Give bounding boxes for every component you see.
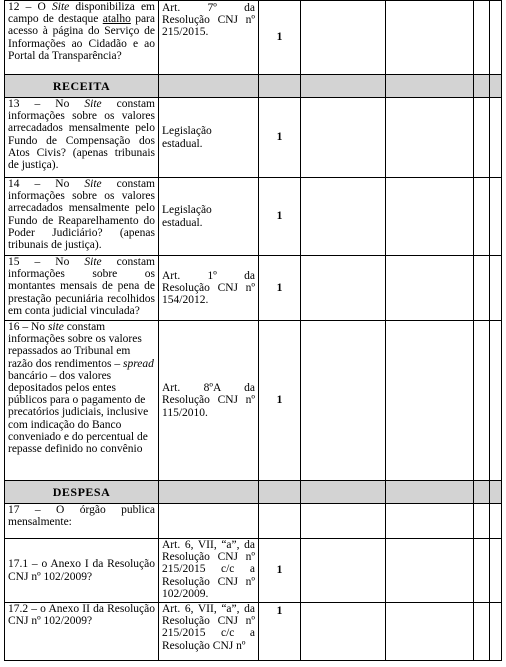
- empty-cell: [301, 178, 386, 256]
- legislation-cell: Art. 6, VII, “a”, da Resolução CNJ nº 215/2015 c/c a Resolução CNJ nº: [159, 603, 259, 661]
- empty-cell: [301, 539, 386, 603]
- section-title: DESPESA: [5, 481, 159, 504]
- table-row: [5, 256, 502, 321]
- legislation-cell: Legislação estadual.: [159, 178, 259, 256]
- table-row: [5, 98, 502, 178]
- empty-cell: [386, 75, 474, 98]
- empty-cell: [301, 481, 386, 504]
- empty-cell: [490, 75, 502, 98]
- empty-cell: [490, 1, 502, 75]
- question-cell: 16 – No site constam informações sobre os valores repassados ao Tribunal em razão dos rendimentos – spread bancário – dos valores depositados pelos entes públicos para o pagamento de precatórios judiciais, inclusive com indicação do Banco conveniado e do percentual de repasse definido no convênio: [5, 321, 159, 481]
- question-cell: 17.1 – o Anexo I da Resolução CNJ nº 102/2009?: [5, 539, 159, 603]
- empty-cell: [474, 539, 490, 603]
- question-cell: 15 – No Site constam informações sobre os montantes mensais de pena de prestação pecuniária recolhidos em conta judicial vinculada?: [5, 256, 159, 321]
- empty-cell: [490, 481, 502, 504]
- points-cell: 1: [259, 178, 301, 256]
- empty-cell: [490, 256, 502, 321]
- section-title: RECEITA: [5, 75, 159, 98]
- points-cell: 1: [259, 539, 301, 603]
- legislation-cell: Legislação estadual.: [159, 98, 259, 178]
- empty-cell: [474, 603, 490, 661]
- section-header-despesa: [5, 481, 502, 504]
- empty-cell: [474, 481, 490, 504]
- empty-cell: [301, 1, 386, 75]
- legislation-cell: Art. 6, VII, “a”, da Resolução CNJ nº 215/2015 c/c a Resolução CNJ nº 102/2009.: [159, 539, 259, 603]
- empty-cell: [386, 603, 474, 661]
- question-cell: 17 – O órgão publica mensalmente:: [5, 504, 159, 539]
- empty-cell: [474, 178, 490, 256]
- empty-cell: [386, 539, 474, 603]
- empty-cell: [301, 75, 386, 98]
- legislation-cell: Art. 8ºA da Resolução CNJ nº 115/2010.: [159, 321, 259, 481]
- table-row: [5, 539, 502, 603]
- empty-cell: [490, 603, 502, 661]
- table-row: [5, 504, 502, 539]
- empty-cell: [386, 98, 474, 178]
- empty-cell: [159, 481, 259, 504]
- empty-cell: [474, 321, 490, 481]
- empty-cell: [301, 504, 386, 539]
- question-cell: 17.2 – o Anexo II da Resolução CNJ nº 102/2009?: [5, 603, 159, 661]
- empty-cell: [490, 504, 502, 539]
- empty-cell: [301, 98, 386, 178]
- table-row: [5, 1, 502, 75]
- empty-cell: [490, 539, 502, 603]
- empty-cell: [159, 75, 259, 98]
- question-cell: 13 – No Site constam informações sobre os valores arrecadados mensalmente pelo Fundo de Compensação dos Atos Civis? (apenas tribunais de justiça).: [5, 98, 159, 178]
- legislation-cell: Art. 1º da Resolução CNJ nº 154/2012.: [159, 256, 259, 321]
- empty-cell: [259, 481, 301, 504]
- points-cell: 1: [259, 321, 301, 481]
- empty-cell: [490, 98, 502, 178]
- points-cell: 1: [259, 98, 301, 178]
- empty-cell: [490, 321, 502, 481]
- empty-cell: [259, 504, 301, 539]
- points-cell: 1: [259, 256, 301, 321]
- empty-cell: [474, 75, 490, 98]
- empty-cell: [474, 504, 490, 539]
- empty-cell: [474, 98, 490, 178]
- legislation-cell: Art. 7º da Resolução CNJ nº 215/2015.: [159, 1, 259, 75]
- empty-cell: [386, 504, 474, 539]
- question-cell: 12 – O Site disponibiliza em campo de destaque atalho para acesso à página do Serviço de Informações ao Cidadão e ao Portal da Transparência?: [5, 1, 159, 75]
- empty-cell: [386, 321, 474, 481]
- points-cell: 1: [259, 603, 301, 661]
- table-row: [5, 178, 502, 256]
- empty-cell: [474, 256, 490, 321]
- empty-cell: [259, 75, 301, 98]
- empty-cell: [386, 256, 474, 321]
- empty-cell: [474, 1, 490, 75]
- empty-cell: [386, 481, 474, 504]
- empty-cell: [386, 178, 474, 256]
- question-cell: 14 – No Site constam informações sobre os valores arrecadados mensalmente pelo Fundo de Reaparelhamento do Poder Judiciário? (apenas tribunais de justiça).: [5, 178, 159, 256]
- checklist-table: [4, 0, 502, 661]
- table-row: [5, 321, 502, 481]
- empty-cell: [301, 321, 386, 481]
- empty-cell: [386, 1, 474, 75]
- empty-cell: [490, 178, 502, 256]
- empty-cell: [159, 504, 259, 539]
- empty-cell: [301, 256, 386, 321]
- empty-cell: [301, 603, 386, 661]
- section-header-receita: [5, 75, 502, 98]
- points-cell: 1: [259, 1, 301, 75]
- table-row: [5, 603, 502, 661]
